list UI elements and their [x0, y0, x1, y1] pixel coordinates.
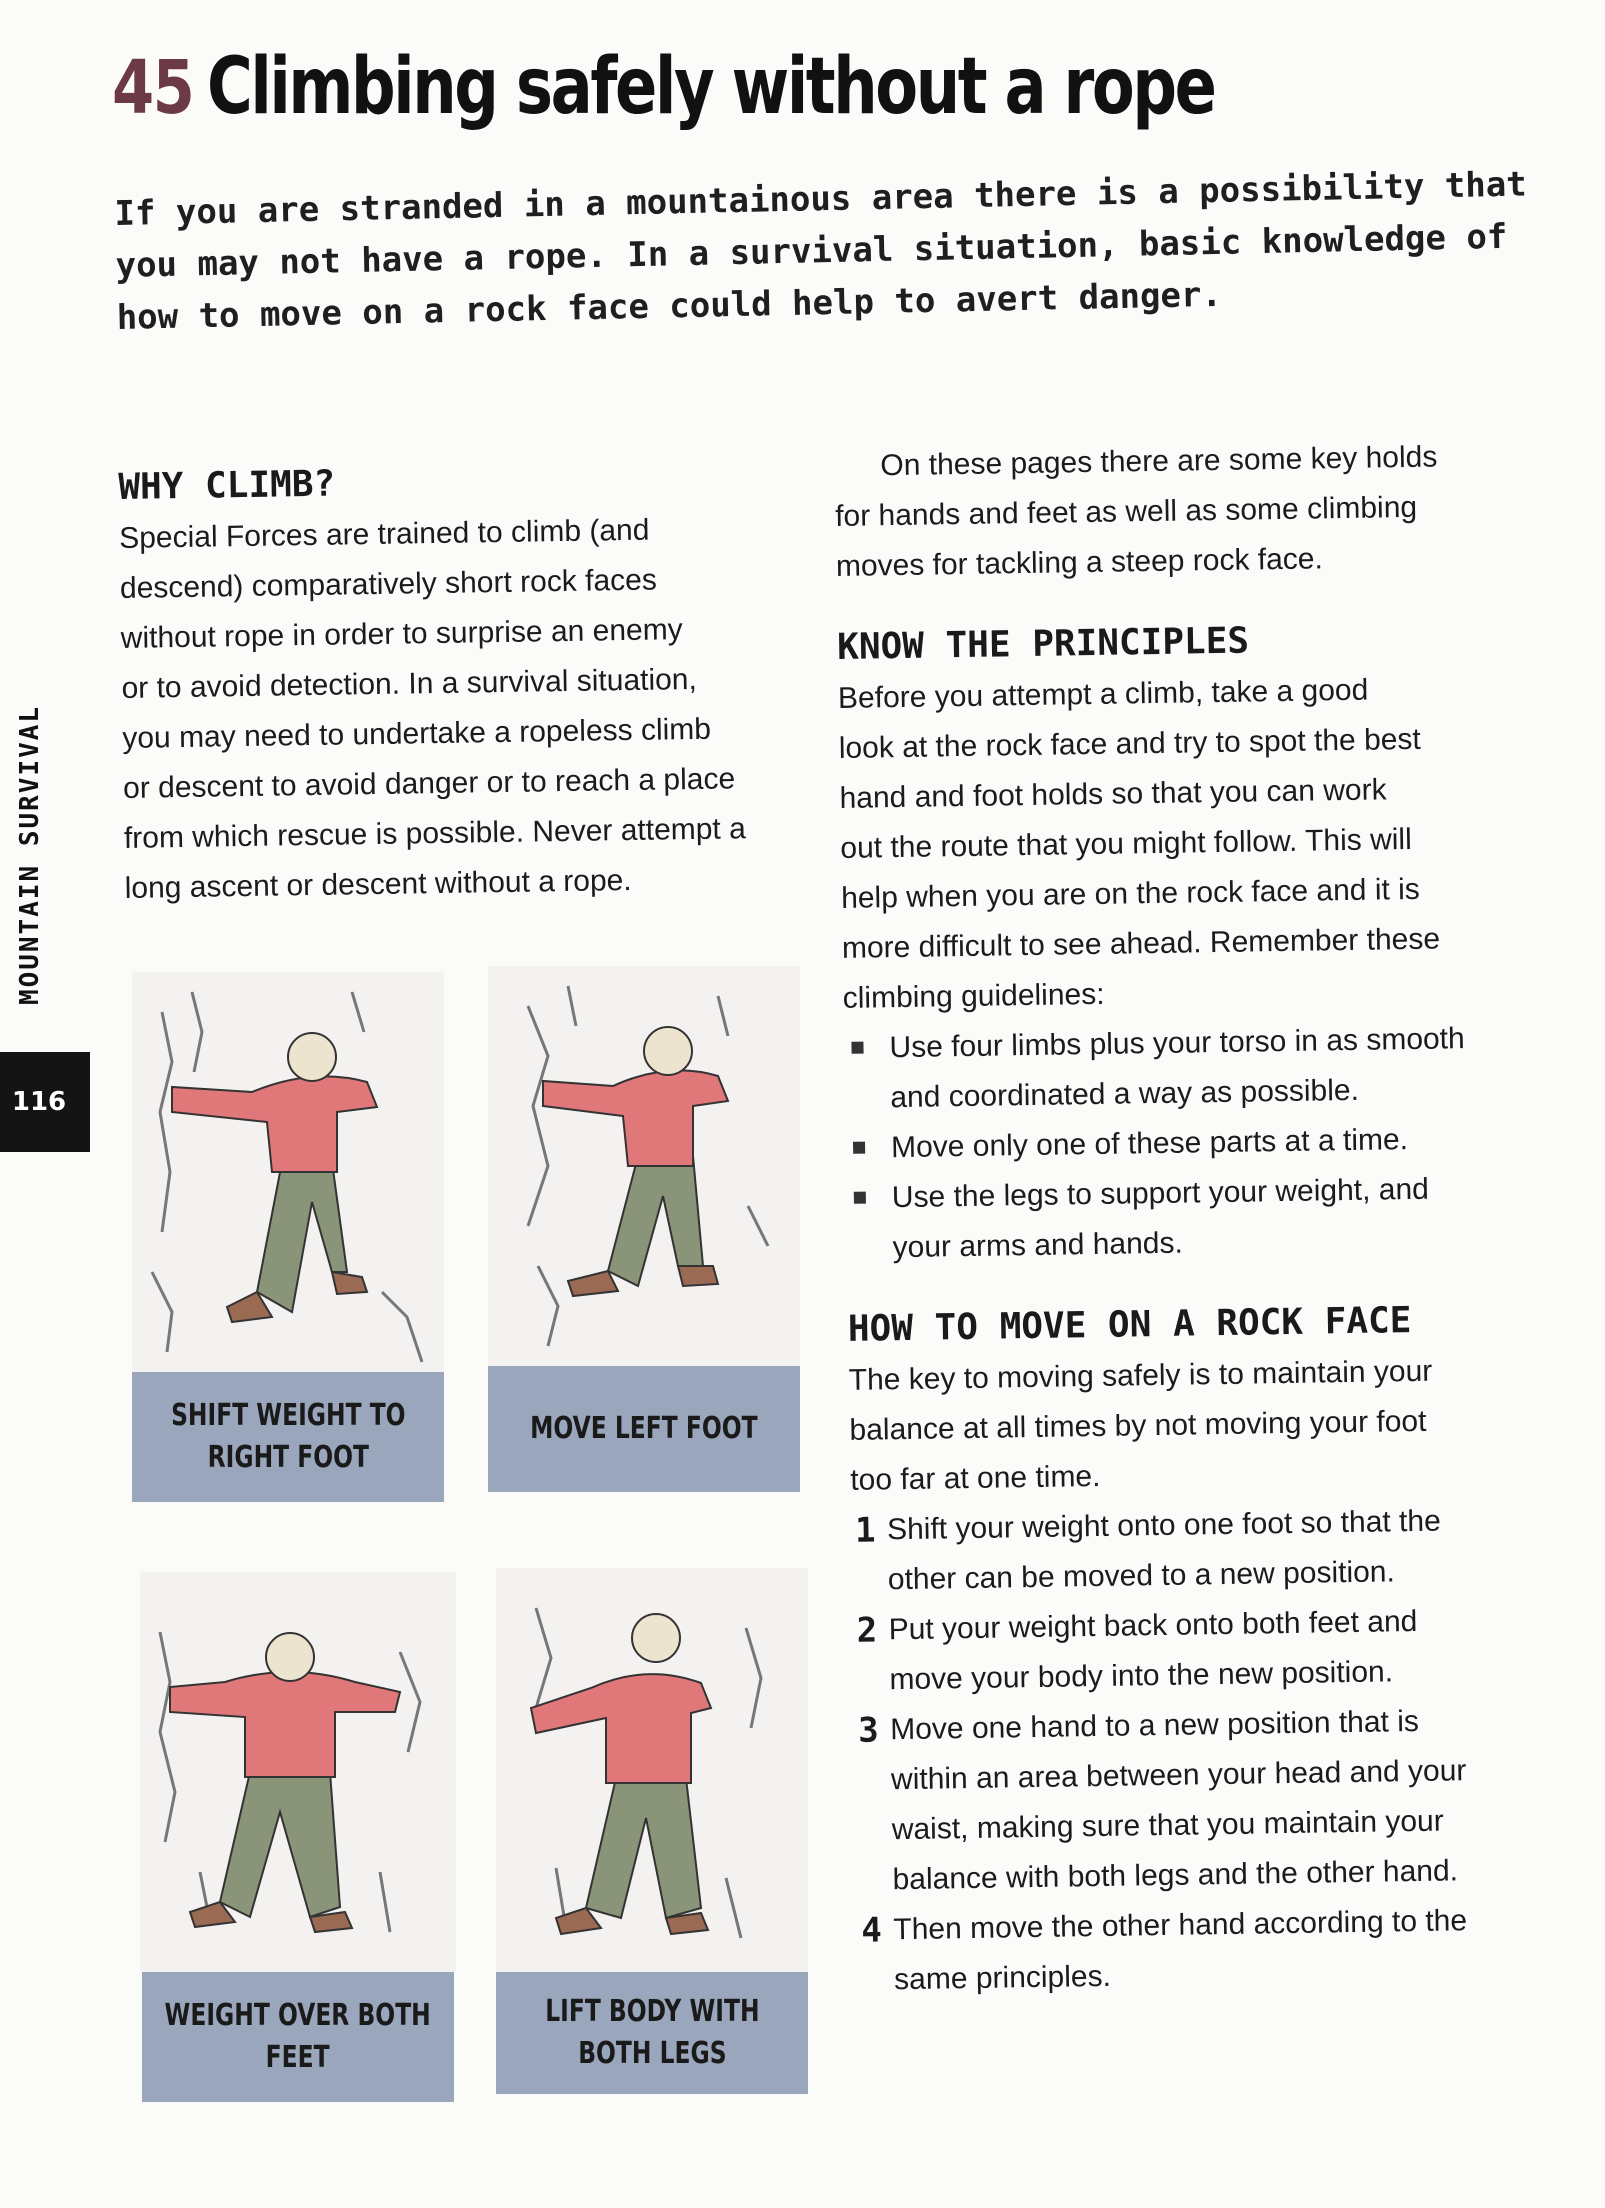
step-line: Shift your weight onto one foot so that the	[886, 1504, 1441, 1547]
step-line: same principles.	[893, 1959, 1112, 1997]
body-line: out the route that you might follow. This will	[840, 822, 1412, 865]
body-line: too far at one time.	[850, 1459, 1101, 1497]
bullet-line: Use the legs to support your weight, and	[891, 1172, 1430, 1215]
body-line: you may need to undertake a ropeless climb	[122, 712, 712, 755]
section-side-label	[0, 660, 60, 1050]
bullet-line: Use four limbs plus your torso in as smooth	[889, 1022, 1465, 1065]
intro-line: If you are stranded in a mountainous area there is a possibility that	[114, 164, 1528, 234]
step-line: Put your weight back onto both feet and	[888, 1604, 1418, 1647]
page-number-tab	[0, 1052, 90, 1152]
caption-line: FEET	[266, 2040, 330, 2075]
caption-line: BOTH LEGS	[577, 2036, 727, 2071]
body-line: hand and foot holds so that you can work	[839, 773, 1387, 815]
body-line: help when you are on the rock face and it is	[840, 872, 1421, 915]
body-line: climbing guidelines:	[842, 977, 1105, 1015]
body-line: moves for tackling a steep rock face.	[835, 542, 1324, 583]
body-line: balance at all times by not moving your foot	[849, 1404, 1427, 1447]
figure-caption	[142, 1972, 454, 2102]
climber-illustration	[132, 972, 444, 1372]
step-line: Move one hand to a new position that is	[889, 1704, 1420, 1747]
title-text: Climbing safely without a rope	[207, 42, 1216, 132]
body-line: descend) comparatively short rock faces	[119, 563, 658, 605]
body-line: for hands and feet as well as some climbing	[834, 490, 1418, 533]
step-line: balance with both legs and the other hand.	[892, 1854, 1459, 1897]
step-line: other can be moved to a new position.	[887, 1555, 1396, 1597]
step-number: 1	[854, 1510, 876, 1551]
figure-caption	[132, 1372, 444, 1502]
step-item	[852, 1595, 1553, 1706]
intro-line: you may not have a rope. In a survival situation, basic knowledge of	[115, 216, 1508, 286]
body-line: or descent to avoid danger or to reach a place	[122, 762, 736, 805]
side-label-text: MOUNTAIN SURVIVAL	[15, 704, 45, 1006]
figure-caption	[488, 1366, 800, 1492]
body-line: more difficult to see ahead. Remember these	[841, 922, 1441, 965]
caption-line: SHIFT WEIGHT TO	[170, 1398, 406, 1433]
bullet-line: and coordinated a way as possible.	[890, 1073, 1360, 1115]
figure-caption	[496, 1972, 808, 2094]
body-line: Special Forces are trained to climb (and	[118, 513, 650, 555]
why-climb-section	[118, 451, 805, 914]
bullet-square-icon	[851, 1042, 863, 1054]
body-line: The key to moving safely is to maintain your	[848, 1354, 1433, 1397]
guideline-bullet	[845, 1163, 1546, 1274]
body-line: without rope in order to surprise an enemy	[120, 613, 683, 655]
step-number: 3	[857, 1710, 880, 1751]
intro-line: how to move on a rock face could help to avert danger.	[116, 274, 1223, 338]
why-climb-heading: WHY CLIMB?	[118, 463, 336, 508]
body-line: Before you attempt a climb, take a good	[837, 673, 1369, 715]
bullet-square-icon	[854, 1192, 866, 1204]
chapter-number: 45	[112, 45, 194, 131]
step-item	[851, 1495, 1552, 1606]
body-line: look at the rock face and try to spot the best	[838, 722, 1422, 765]
intro-paragraph	[114, 159, 1528, 344]
caption-line: WEIGHT OVER BOTH	[164, 1998, 432, 2033]
figure-move-left-foot	[488, 966, 800, 1446]
body-line: or to avoid detection. In a survival situation,	[121, 662, 698, 705]
right-column	[834, 431, 1558, 2006]
step-line: within an area between your head and your	[890, 1754, 1467, 1797]
figure-lift-body	[496, 1568, 808, 2071]
step-item	[854, 1695, 1557, 1906]
bullet-line: Move only one of these parts at a time.	[890, 1123, 1409, 1165]
climber-illustration	[488, 966, 800, 1366]
step-line: Then move the other hand according to the	[893, 1904, 1468, 1947]
page-title	[112, 42, 1467, 132]
figure-shift-weight	[132, 972, 444, 1475]
step-line: waist, making sure that you maintain your	[891, 1804, 1444, 1847]
caption-line: RIGHT FOOT	[207, 1440, 369, 1475]
bullet-line: your arms and hands.	[892, 1226, 1184, 1265]
body-line: long ascent or descent without a rope.	[124, 863, 632, 905]
principles-heading: KNOW THE PRINCIPLES	[836, 620, 1250, 668]
bullet-square-icon	[853, 1142, 865, 1154]
climber-illustration	[496, 1568, 808, 1972]
step-number: 2	[856, 1610, 878, 1651]
figure-weight-both-feet	[140, 1572, 456, 2075]
caption-line: LIFT BODY WITH	[544, 1994, 760, 2029]
guideline-bullet	[843, 1013, 1544, 1124]
body-line: from which rescue is possible. Never attempt a	[123, 812, 747, 855]
move-heading: HOW TO MOVE ON A ROCK FACE	[847, 1300, 1412, 1350]
step-number: 4	[861, 1910, 883, 1951]
climber-illustration	[140, 1572, 456, 1972]
caption-line: MOVE LEFT FOOT	[530, 1411, 758, 1446]
body-line: On these pages there are some key holds	[880, 440, 1438, 483]
page-number: 116	[11, 1087, 67, 1117]
step-line: move your body into the new position.	[889, 1655, 1394, 1697]
step-item	[857, 1895, 1558, 2006]
